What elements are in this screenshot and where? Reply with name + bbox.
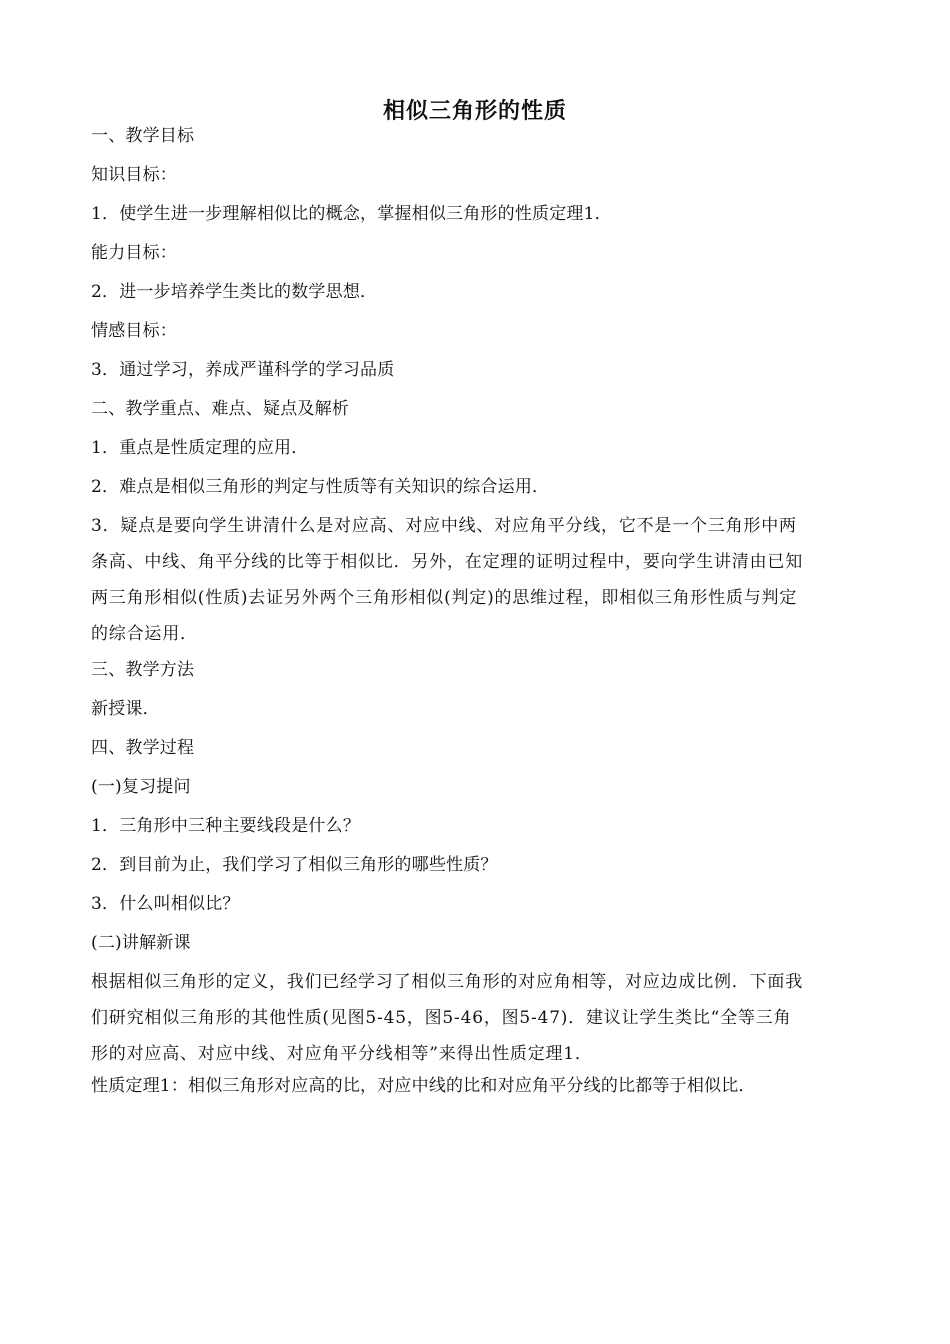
doubt-paragraph-line: 的综合运用． bbox=[91, 624, 198, 644]
review-question: 3．什么叫相似比？ bbox=[91, 894, 240, 914]
document-body bbox=[91, 124, 861, 1098]
method-item: 新授课． bbox=[91, 699, 160, 719]
subheading-emotion-goal: 情感目标： bbox=[91, 321, 177, 341]
doubt-paragraph bbox=[91, 508, 861, 652]
new-lesson-paragraph-line: 根据相似三角形的定义，我们已经学习了相似三角形的对应角相等，对应边成比例．下面我 bbox=[91, 972, 803, 992]
subheading-knowledge-goal: 知识目标： bbox=[91, 165, 177, 185]
subheading-new-lesson: (二)讲解新课 bbox=[91, 933, 191, 953]
subheading-ability-goal: 能力目标： bbox=[91, 243, 177, 263]
knowledge-goal-item: 1．使学生进一步理解相似比的概念，掌握相似三角形的性质定理1． bbox=[91, 204, 612, 224]
section-heading-method: 三、教学方法 bbox=[91, 660, 195, 680]
doubt-paragraph-line: 条高、中线、角平分线的比等于相似比．另外，在定理的证明过程中，要向学生讲清由已知 bbox=[91, 552, 803, 572]
review-question: 2．到目前为止，我们学习了相似三角形的哪些性质？ bbox=[91, 855, 498, 875]
key-point-item: 1．重点是性质定理的应用． bbox=[91, 438, 309, 458]
section-heading-process: 四、教学过程 bbox=[91, 738, 195, 758]
review-question: 1．三角形中三种主要线段是什么？ bbox=[91, 816, 361, 836]
new-lesson-paragraph-line: 们研究相似三角形的其他性质(见图5-45，图5-46，图5-47)．建议让学生类比“全等三角 bbox=[91, 1008, 792, 1028]
doubt-paragraph-line: 两三角形相似(性质)去证另外两个三角形相似(判定)的思维过程，即相似三角形性质与判定 bbox=[91, 588, 798, 608]
ability-goal-item: 2．进一步培养学生类比的数学思想． bbox=[91, 282, 378, 302]
document-title: 相似三角形的性质 bbox=[382, 99, 567, 124]
theorem-statement: 性质定理1：相似三角形对应高的比，对应中线的比和对应角平分线的比都等于相似比． bbox=[91, 1076, 756, 1096]
new-lesson-paragraph bbox=[91, 964, 861, 1072]
section-heading-key-points: 二、教学重点、难点、疑点及解析 bbox=[91, 399, 349, 419]
section-heading-objectives: 一、教学目标 bbox=[91, 126, 195, 146]
emotion-goal-item: 3．通过学习，养成严谨科学的学习品质 bbox=[91, 360, 395, 380]
new-lesson-paragraph-line: 形的对应高、对应中线、对应角平分线相等”来得出性质定理1． bbox=[91, 1044, 593, 1064]
difficulty-item: 2．难点是相似三角形的判定与性质等有关知识的综合运用． bbox=[91, 477, 550, 497]
subheading-review: (一)复习提问 bbox=[91, 777, 191, 797]
doubt-paragraph-line: 3．疑点是要向学生讲清什么是对应高、对应中线、对应角平分线，它不是一个三角形中两 bbox=[91, 516, 797, 536]
